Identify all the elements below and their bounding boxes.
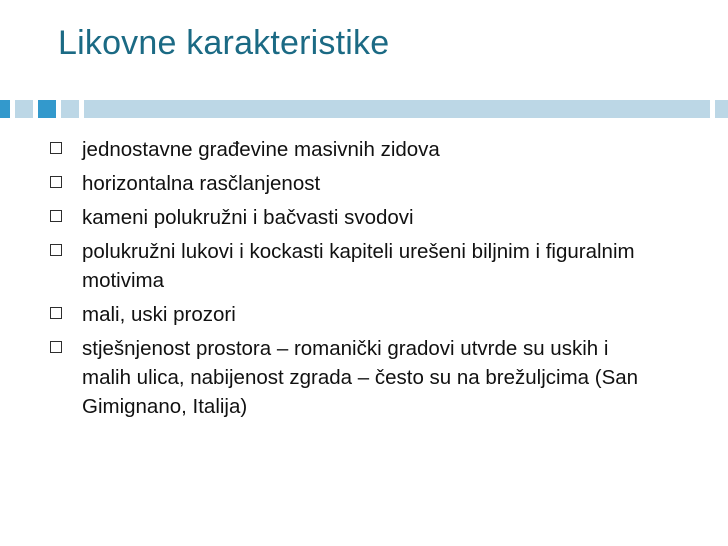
bullet-text: jednostavne građevine masivnih zidova (82, 138, 440, 161)
bullet-item (48, 135, 648, 164)
hollow-square-icon (50, 176, 62, 188)
bullet-text: kameni polukružni i bačvasti svodovi (82, 206, 414, 229)
bullet-text: stješnjenost prostora – romanički gradovi utvrde su uskih i malih ulica, nabijenost zgrada – često su na brežuljcima (San Gimignano, Italija) (82, 337, 639, 418)
bullet-item (48, 237, 648, 295)
bullet-item (48, 300, 648, 329)
hollow-square-icon (50, 142, 62, 154)
accent-square (715, 100, 728, 118)
title-accent-bar (0, 100, 728, 118)
bullet-text: horizontalna rasčlanjenost (82, 172, 321, 195)
slide-title: Likovne karakteristike (58, 24, 390, 62)
hollow-square-icon (50, 210, 62, 222)
bullet-item (48, 334, 648, 421)
bullet-list (48, 135, 648, 426)
bullet-text: mali, uski prozori (82, 303, 236, 326)
accent-bar-main (84, 100, 710, 118)
accent-square (38, 100, 56, 118)
bullet-text: polukružni lukovi i kockasti kapiteli urešeni biljnim i figuralnim motivima (82, 240, 635, 292)
accent-square (15, 100, 33, 118)
hollow-square-icon (50, 244, 62, 256)
hollow-square-icon (50, 307, 62, 319)
bullet-item (48, 203, 648, 232)
accent-square (0, 100, 10, 118)
bullet-item (48, 169, 648, 198)
accent-square (61, 100, 79, 118)
hollow-square-icon (50, 341, 62, 353)
